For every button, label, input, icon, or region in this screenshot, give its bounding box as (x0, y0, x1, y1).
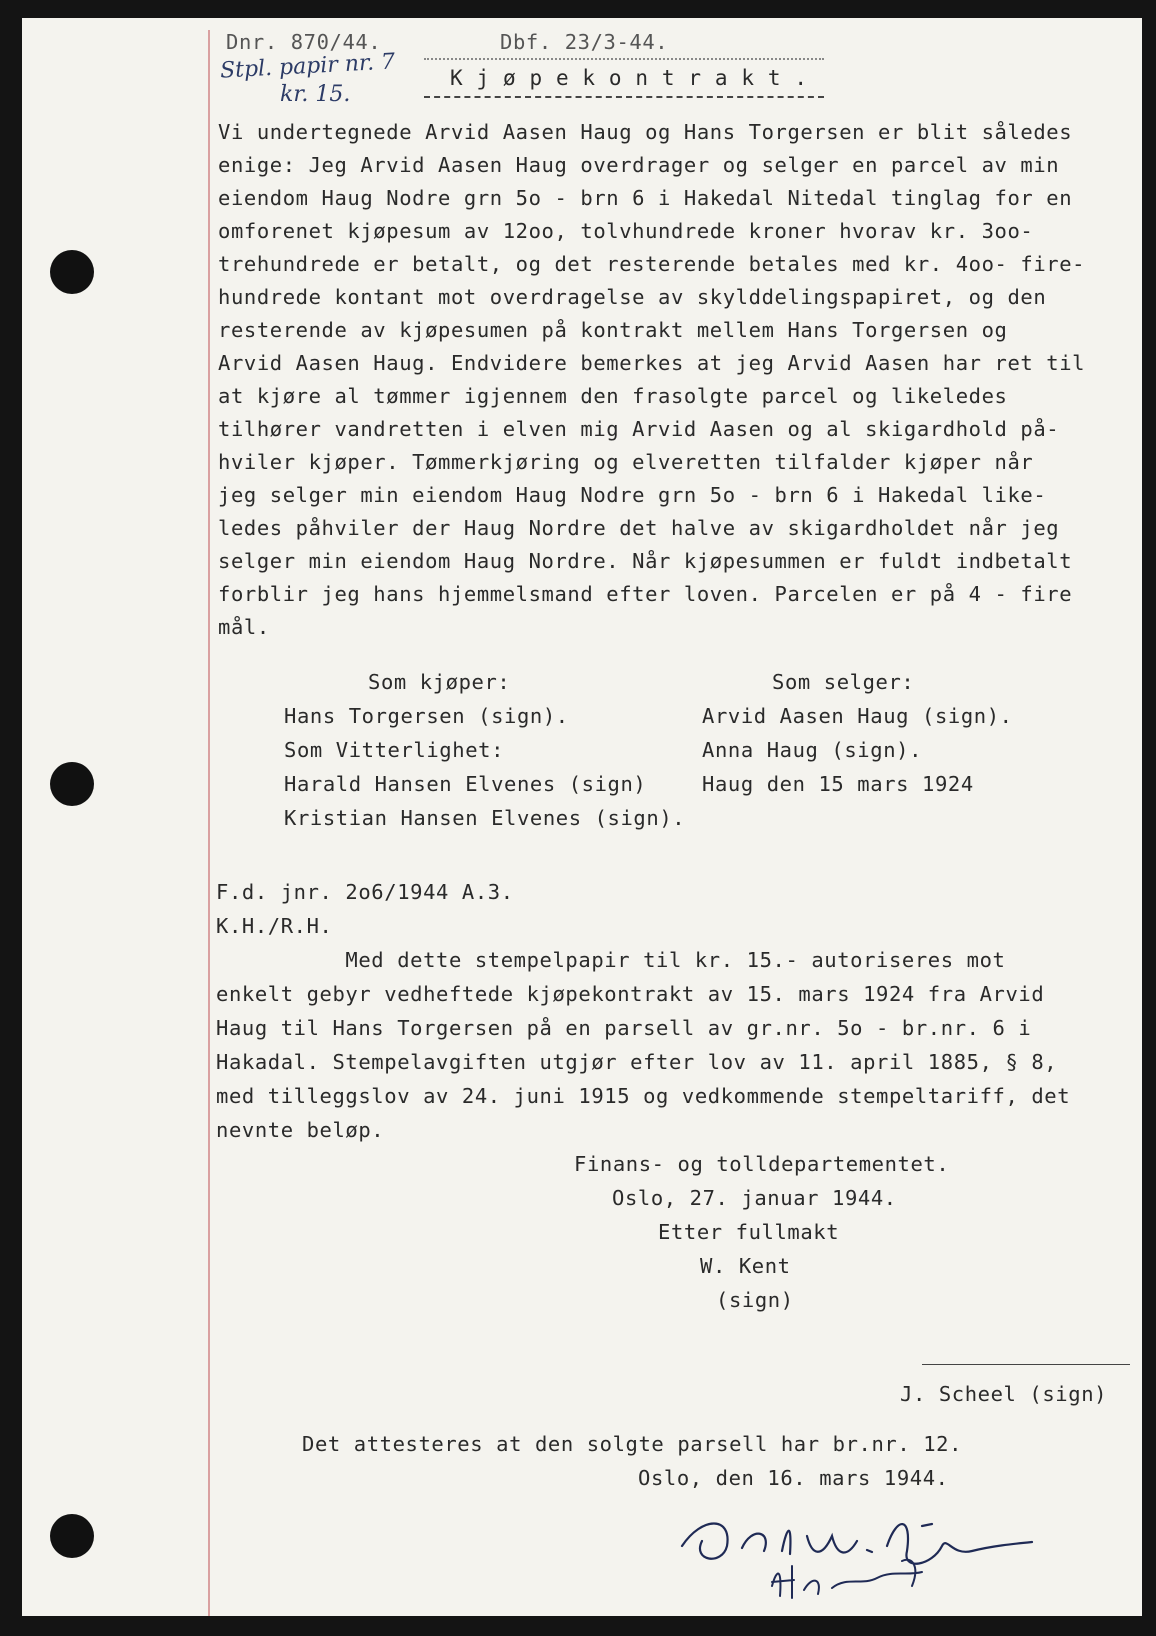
dbf-number: Dbf. 23/3-44. (500, 30, 669, 54)
body-line: hundrede kontant mot overdragelse av skylddelingspapiret, og den (218, 285, 1047, 309)
place-date: Haug den 15 mars 1924 (702, 772, 974, 796)
buyer-name: Hans Torgersen (sign). (284, 704, 569, 728)
body-line: ledes påhviler der Haug Nordre det halve av skigardholdet når jeg (218, 516, 1060, 540)
body-line: mål. (218, 615, 270, 639)
punch-hole (50, 1514, 94, 1558)
buyer-heading: Som kjøper: (368, 670, 511, 694)
punch-hole (50, 762, 94, 806)
body-line: selger min eiendom Haug Nordre. Når kjøpesummen er fuldt indbetalt (218, 549, 1073, 573)
attest-text: Det attesteres at den solgte parsell har br.nr. 12. (302, 1432, 963, 1456)
dnr-number: Dnr. 870/44. (226, 30, 382, 54)
authorization-line: Hakadal. Stempelavgiften utgjør efter lov av 11. april 1885, § 8, (216, 1050, 1058, 1074)
attest-date: Oslo, den 16. mars 1944. (638, 1466, 949, 1490)
margin-line (208, 30, 210, 1616)
body-line: forblir jeg hans hjemmelsmand efter loven. Parcelen er på 4 - fire (218, 582, 1073, 606)
document-title: K j ø p e k o n t r a k t . (450, 66, 808, 90)
seller-heading: Som selger: (772, 670, 915, 694)
body-line: Arvid Aasen Haug. Endvidere bemerkes at jeg Arvid Aasen har ret til (218, 351, 1086, 375)
witness-heading: Som Vitterlighet: (284, 738, 505, 762)
signature-rule (922, 1364, 1130, 1365)
document-page (22, 18, 1142, 1616)
body-line: resterende av kjøpesumen på kontrakt mellem Hans Torgersen og (218, 318, 1008, 342)
header-dotted-rule (424, 58, 824, 61)
seller-1: Arvid Aasen Haug (sign). (702, 704, 1013, 728)
body-line: Vi undertegnede Arvid Aasen Haug og Hans Torgersen er blit således (218, 120, 1073, 144)
ministry-name: Finans- og tolldepartementet. (574, 1152, 950, 1176)
body-line: tilhører vandretten i elven mig Arvid Aasen og al skigardhold på- (218, 417, 1060, 441)
scheel-signature: J. Scheel (sign) (900, 1382, 1108, 1406)
stamp-paper-note: Stpl. papir nr. 7 (219, 49, 396, 84)
body-line: omforenet kjøpesum av 12oo, tolvhundrede kroner hvorav kr. 3oo- (218, 219, 1034, 243)
body-line: enige: Jeg Arvid Aasen Haug overdrager og selger en parcel av min (218, 153, 1060, 177)
witness-2: Kristian Hansen Elvenes (sign). (284, 806, 686, 830)
body-line: eiendom Haug Nodre grn 5o - brn 6 i Hakedal Nitedal tinglag for en (218, 186, 1073, 210)
authorization-line: enkelt gebyr vedheftede kjøpekontrakt av 15. mars 1924 fra Arvid (216, 982, 1045, 1006)
authorization-line: med tilleggslov av 24. juni 1915 og vedkommende stempeltariff, det (216, 1084, 1071, 1108)
seller-2: Anna Haug (sign). (702, 738, 923, 762)
body-line: hviler kjøper. Tømmerkjøring og elveretten tilfalder kjøper når (218, 450, 1034, 474)
punch-hole (50, 250, 94, 294)
ministry-sign: (sign) (716, 1288, 794, 1312)
ministry-date: Oslo, 27. januar 1944. (612, 1186, 897, 1210)
handwritten-signature (672, 1506, 1072, 1616)
initials-ref: K.H./R.H. (216, 914, 333, 938)
journal-ref: F.d. jnr. 2o6/1944 A.3. (216, 880, 514, 904)
authorization-line: nevnte beløp. (216, 1118, 385, 1142)
authorization-line: Med dette stempelpapir til kr. 15.- autoriseres mot (216, 948, 1006, 972)
body-line: jeg selger min eiendom Haug Nodre grn 5o - brn 6 i Hakedal like- (218, 483, 1047, 507)
title-underline (424, 96, 824, 99)
ministry-signer: W. Kent (700, 1254, 791, 1278)
body-line: trehundrede er betalt, og det resterende betales med kr. 4oo- fire- (218, 252, 1086, 276)
authorization-line: Haug til Hans Torgersen på en parsell av gr.nr. 5o - br.nr. 6 i (216, 1016, 1032, 1040)
ministry-authority: Etter fullmakt (658, 1220, 840, 1244)
witness-1: Harald Hansen Elvenes (sign) (284, 772, 647, 796)
body-line: at kjøre al tømmer igjennem den frasolgte parcel og likeledes (218, 384, 1008, 408)
stamp-paper-value-note: kr. 15. (280, 82, 351, 107)
